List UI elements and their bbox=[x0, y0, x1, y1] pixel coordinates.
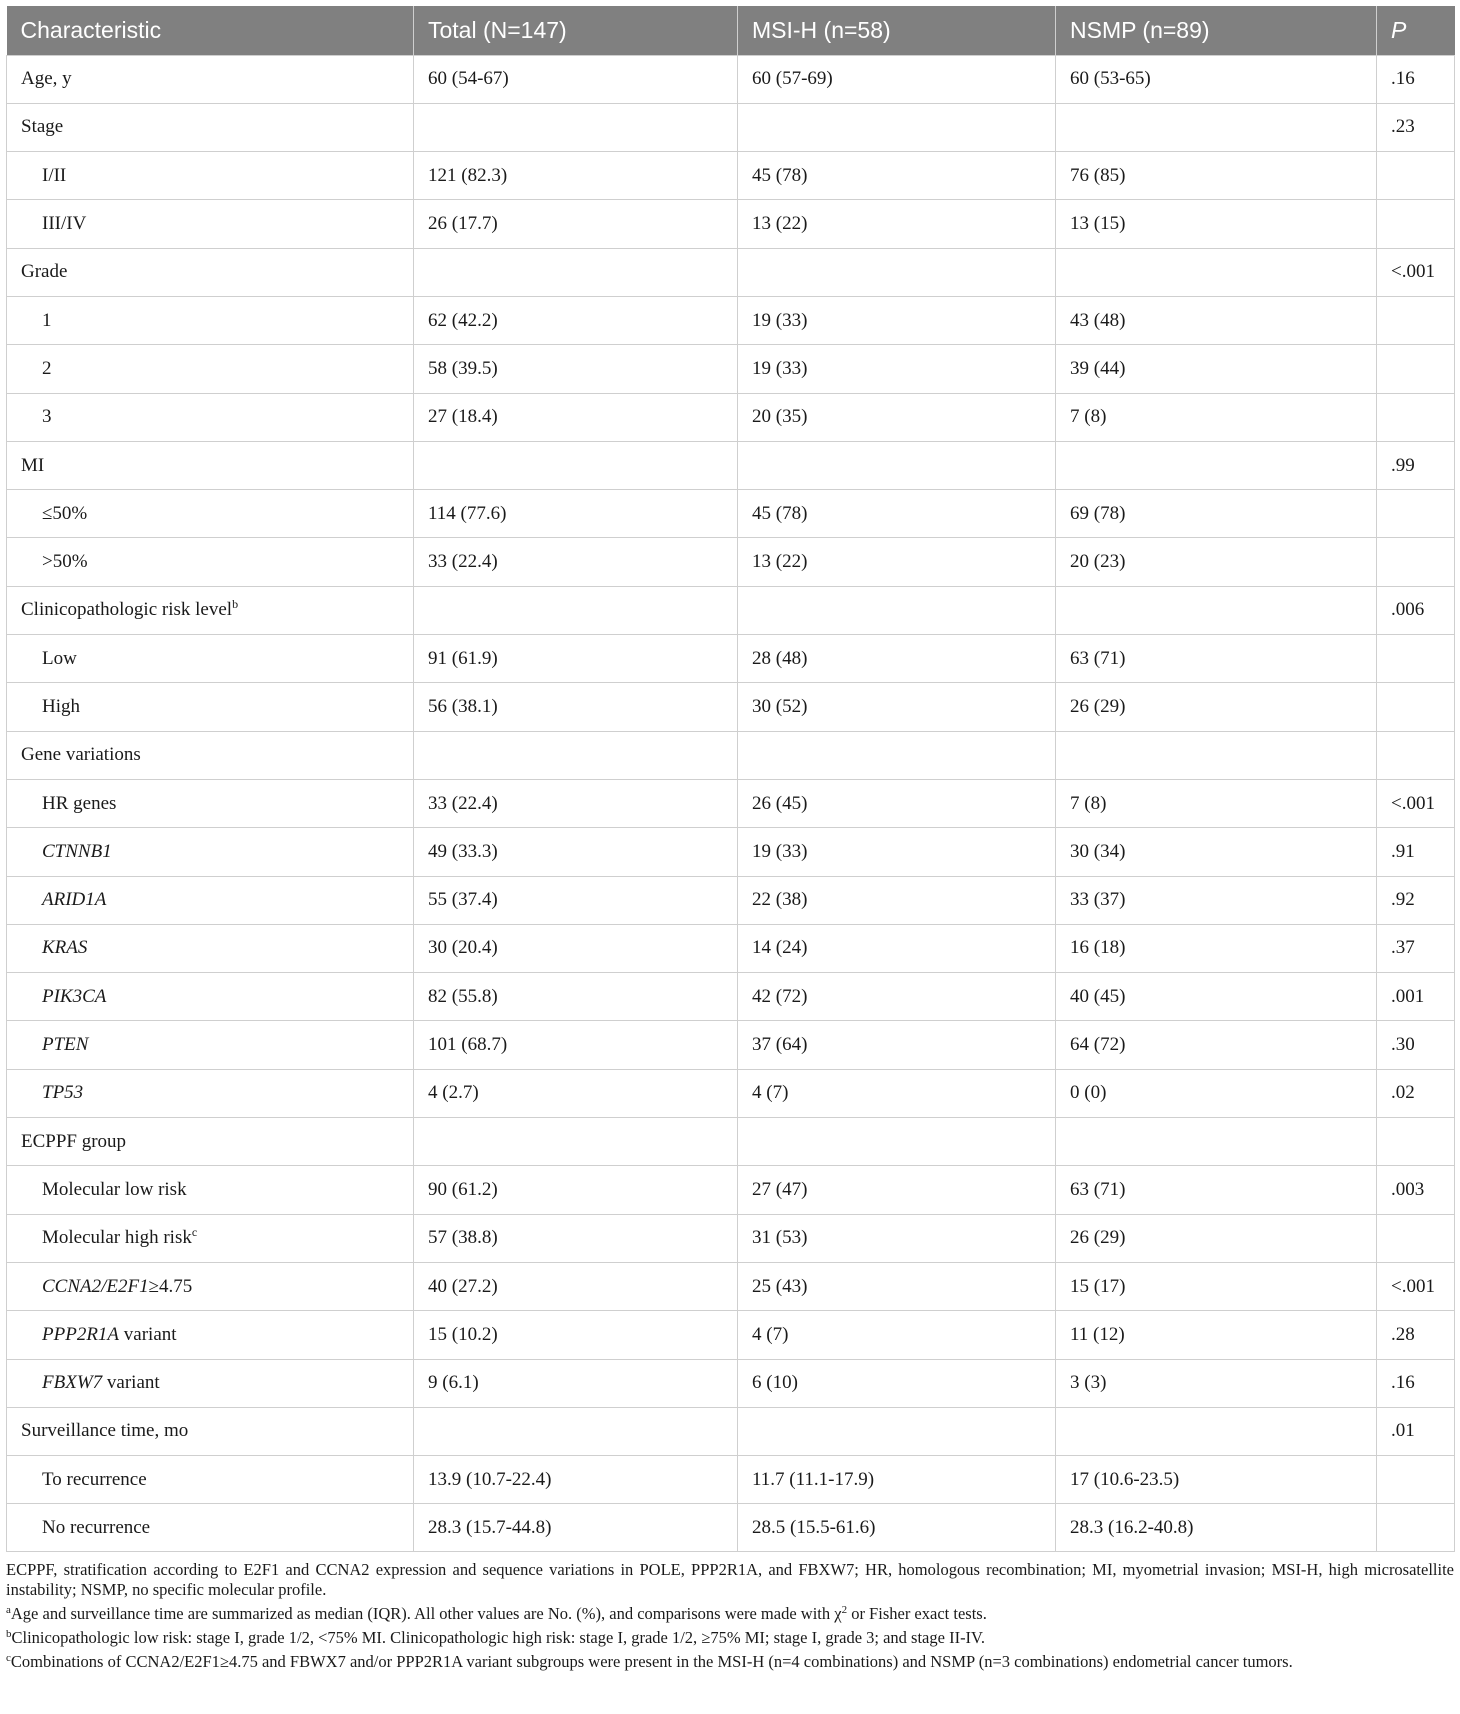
cell-msih: 26 (45) bbox=[738, 779, 1056, 827]
cell-msih bbox=[738, 1407, 1056, 1455]
table-row bbox=[7, 441, 1455, 489]
header-nsmp: NSMP (n=89) bbox=[1056, 6, 1377, 55]
cell-nsmp: 16 (18) bbox=[1056, 924, 1377, 972]
table-row bbox=[7, 876, 1455, 924]
cell-p bbox=[1377, 1214, 1455, 1262]
cell-nsmp bbox=[1056, 586, 1377, 634]
cell-p: .16 bbox=[1377, 1359, 1455, 1407]
cell-total: 55 (37.4) bbox=[414, 876, 738, 924]
row-label: High bbox=[7, 683, 414, 731]
cell-p: .23 bbox=[1377, 103, 1455, 151]
cell-nsmp bbox=[1056, 103, 1377, 151]
cell-p bbox=[1377, 538, 1455, 586]
cell-msih: 22 (38) bbox=[738, 876, 1056, 924]
cell-msih: 19 (33) bbox=[738, 345, 1056, 393]
cell-nsmp: 64 (72) bbox=[1056, 1021, 1377, 1069]
cell-msih: 13 (22) bbox=[738, 538, 1056, 586]
table-row bbox=[7, 586, 1455, 634]
cell-msih: 4 (7) bbox=[738, 1311, 1056, 1359]
cell-msih: 37 (64) bbox=[738, 1021, 1056, 1069]
table-row bbox=[7, 1504, 1455, 1552]
cell-p bbox=[1377, 635, 1455, 683]
cell-total: 58 (39.5) bbox=[414, 345, 738, 393]
cell-total: 15 (10.2) bbox=[414, 1311, 738, 1359]
cell-nsmp: 17 (10.6-23.5) bbox=[1056, 1456, 1377, 1504]
cell-nsmp: 7 (8) bbox=[1056, 779, 1377, 827]
cell-p: .003 bbox=[1377, 1166, 1455, 1214]
cell-total: 60 (54-67) bbox=[414, 55, 738, 103]
row-label: 3 bbox=[7, 393, 414, 441]
row-label: HR genes bbox=[7, 779, 414, 827]
cell-nsmp bbox=[1056, 248, 1377, 296]
row-label: No recurrence bbox=[7, 1504, 414, 1552]
cell-p: .30 bbox=[1377, 1021, 1455, 1069]
row-label bbox=[7, 1311, 414, 1359]
cell-p: .37 bbox=[1377, 924, 1455, 972]
cell-msih: 13 (22) bbox=[738, 200, 1056, 248]
cell-total bbox=[414, 1118, 738, 1166]
cell-p bbox=[1377, 393, 1455, 441]
cell-nsmp: 60 (53-65) bbox=[1056, 55, 1377, 103]
cell-p bbox=[1377, 1504, 1455, 1552]
cell-nsmp bbox=[1056, 731, 1377, 779]
cell-msih bbox=[738, 731, 1056, 779]
row-label bbox=[7, 1359, 414, 1407]
table-row bbox=[7, 924, 1455, 972]
row-label: ECPPF group bbox=[7, 1118, 414, 1166]
row-label: TP53 bbox=[7, 1069, 414, 1117]
row-label: MI bbox=[7, 441, 414, 489]
row-label: KRAS bbox=[7, 924, 414, 972]
cell-p: .02 bbox=[1377, 1069, 1455, 1117]
gene-name: FBXW7 bbox=[42, 1372, 103, 1394]
table-row bbox=[7, 345, 1455, 393]
footnote-marker: b bbox=[6, 1628, 12, 1640]
row-label-suffix: variant bbox=[102, 1372, 160, 1394]
cell-nsmp: 7 (8) bbox=[1056, 393, 1377, 441]
cell-msih: 4 (7) bbox=[738, 1069, 1056, 1117]
table-row bbox=[7, 635, 1455, 683]
table-footnotes bbox=[6, 1560, 1454, 1676]
cell-p bbox=[1377, 490, 1455, 538]
cell-total: 114 (77.6) bbox=[414, 490, 738, 538]
table-row bbox=[7, 296, 1455, 344]
cell-msih bbox=[738, 248, 1056, 296]
row-label: III/IV bbox=[7, 200, 414, 248]
cell-msih bbox=[738, 103, 1056, 151]
cell-p: .16 bbox=[1377, 55, 1455, 103]
table-row bbox=[7, 1456, 1455, 1504]
cell-total: 90 (61.2) bbox=[414, 1166, 738, 1214]
table-row bbox=[7, 152, 1455, 200]
cell-total: 30 (20.4) bbox=[414, 924, 738, 972]
footnote-marker: b bbox=[232, 597, 239, 612]
cell-p: <.001 bbox=[1377, 248, 1455, 296]
cell-total bbox=[414, 103, 738, 151]
cell-nsmp: 63 (71) bbox=[1056, 635, 1377, 683]
cell-msih: 19 (33) bbox=[738, 828, 1056, 876]
cell-nsmp: 20 (23) bbox=[1056, 538, 1377, 586]
cell-p bbox=[1377, 731, 1455, 779]
cell-msih: 31 (53) bbox=[738, 1214, 1056, 1262]
table-row bbox=[7, 1359, 1455, 1407]
cell-nsmp: 39 (44) bbox=[1056, 345, 1377, 393]
cell-p bbox=[1377, 1456, 1455, 1504]
row-label: Surveillance time, mo bbox=[7, 1407, 414, 1455]
footnote-marker: c bbox=[6, 1652, 11, 1664]
row-label-text: Clinicopathologic risk level bbox=[21, 599, 233, 621]
table-row bbox=[7, 1166, 1455, 1214]
cell-total: 91 (61.9) bbox=[414, 635, 738, 683]
table-row bbox=[7, 683, 1455, 731]
cell-p: .92 bbox=[1377, 876, 1455, 924]
cell-total bbox=[414, 731, 738, 779]
cell-msih: 42 (72) bbox=[738, 973, 1056, 1021]
cell-total: 33 (22.4) bbox=[414, 538, 738, 586]
cell-total: 40 (27.2) bbox=[414, 1262, 738, 1310]
cell-p: .99 bbox=[1377, 441, 1455, 489]
cell-p: <.001 bbox=[1377, 779, 1455, 827]
table-row bbox=[7, 828, 1455, 876]
cell-p: <.001 bbox=[1377, 1262, 1455, 1310]
row-label: To recurrence bbox=[7, 1456, 414, 1504]
cell-nsmp: 13 (15) bbox=[1056, 200, 1377, 248]
cell-total: 62 (42.2) bbox=[414, 296, 738, 344]
table-row bbox=[7, 731, 1455, 779]
cell-nsmp: 26 (29) bbox=[1056, 683, 1377, 731]
cell-msih: 28 (48) bbox=[738, 635, 1056, 683]
cell-msih bbox=[738, 586, 1056, 634]
cell-total: 82 (55.8) bbox=[414, 973, 738, 1021]
row-label-suffix: ≥4.75 bbox=[148, 1275, 193, 1297]
cell-total bbox=[414, 586, 738, 634]
cell-msih: 25 (43) bbox=[738, 1262, 1056, 1310]
table-row bbox=[7, 1214, 1455, 1262]
cell-p: .91 bbox=[1377, 828, 1455, 876]
table-row bbox=[7, 1262, 1455, 1310]
footnote-text: Age and surveillance time are summarized as median (IQR). All other values are No. (%), and comparisons were made with χ bbox=[10, 1604, 842, 1623]
row-label: 1 bbox=[7, 296, 414, 344]
cell-p bbox=[1377, 296, 1455, 344]
row-label bbox=[7, 586, 414, 634]
table-container bbox=[6, 6, 1454, 1552]
row-label: PTEN bbox=[7, 1021, 414, 1069]
cell-msih: 19 (33) bbox=[738, 296, 1056, 344]
cell-nsmp: 11 (12) bbox=[1056, 1311, 1377, 1359]
row-label: Age, y bbox=[7, 55, 414, 103]
cell-total: 28.3 (15.7-44.8) bbox=[414, 1504, 738, 1552]
footnote-text: Clinicopathologic low risk: stage I, grade 1/2, <75% MI. Clinicopathologic high risk: stage I, grade 1/2, ≥75% MI; stage I, grade 3; and stage II-IV. bbox=[11, 1628, 985, 1647]
cell-msih: 14 (24) bbox=[738, 924, 1056, 972]
header-msih: MSI-H (n=58) bbox=[738, 6, 1056, 55]
table-row bbox=[7, 490, 1455, 538]
cell-msih: 27 (47) bbox=[738, 1166, 1056, 1214]
cell-p bbox=[1377, 200, 1455, 248]
footnote-b bbox=[6, 1628, 1454, 1648]
row-label: Gene variations bbox=[7, 731, 414, 779]
superscript: 2 bbox=[841, 1604, 848, 1616]
table-row bbox=[7, 200, 1455, 248]
cell-total: 13.9 (10.7-22.4) bbox=[414, 1456, 738, 1504]
cell-nsmp: 43 (48) bbox=[1056, 296, 1377, 344]
cell-nsmp: 28.3 (16.2-40.8) bbox=[1056, 1504, 1377, 1552]
cell-nsmp bbox=[1056, 1407, 1377, 1455]
cell-nsmp: 30 (34) bbox=[1056, 828, 1377, 876]
footnote-marker: c bbox=[191, 1225, 198, 1240]
table-row bbox=[7, 1118, 1455, 1166]
cell-p: .006 bbox=[1377, 586, 1455, 634]
gene-name: CCNA2/E2F1 bbox=[42, 1275, 149, 1297]
cell-total: 26 (17.7) bbox=[414, 200, 738, 248]
cell-total: 57 (38.8) bbox=[414, 1214, 738, 1262]
row-label: 2 bbox=[7, 345, 414, 393]
row-label: ≤50% bbox=[7, 490, 414, 538]
row-label: PIK3CA bbox=[7, 973, 414, 1021]
cell-nsmp: 3 (3) bbox=[1056, 1359, 1377, 1407]
row-label bbox=[7, 1214, 414, 1262]
row-label: Stage bbox=[7, 103, 414, 151]
table-row bbox=[7, 1407, 1455, 1455]
table-row bbox=[7, 779, 1455, 827]
cell-msih: 45 (78) bbox=[738, 152, 1056, 200]
cell-total bbox=[414, 1407, 738, 1455]
characteristics-table bbox=[6, 6, 1455, 1552]
cell-total bbox=[414, 248, 738, 296]
cell-total: 121 (82.3) bbox=[414, 152, 738, 200]
row-label: Low bbox=[7, 635, 414, 683]
row-label-text: Molecular high risk bbox=[42, 1227, 192, 1249]
row-label: Grade bbox=[7, 248, 414, 296]
cell-msih: 45 (78) bbox=[738, 490, 1056, 538]
cell-total: 101 (68.7) bbox=[414, 1021, 738, 1069]
cell-msih: 11.7 (11.1-17.9) bbox=[738, 1456, 1056, 1504]
row-label: CTNNB1 bbox=[7, 828, 414, 876]
cell-nsmp: 0 (0) bbox=[1056, 1069, 1377, 1117]
cell-nsmp: 76 (85) bbox=[1056, 152, 1377, 200]
cell-p: .001 bbox=[1377, 973, 1455, 1021]
footnote-a bbox=[6, 1604, 1454, 1624]
cell-msih: 30 (52) bbox=[738, 683, 1056, 731]
cell-total: 33 (22.4) bbox=[414, 779, 738, 827]
footnote-marker: a bbox=[6, 1604, 11, 1616]
cell-p bbox=[1377, 1118, 1455, 1166]
cell-total bbox=[414, 441, 738, 489]
table-row bbox=[7, 1311, 1455, 1359]
row-label: ARID1A bbox=[7, 876, 414, 924]
cell-nsmp: 33 (37) bbox=[1056, 876, 1377, 924]
cell-msih bbox=[738, 441, 1056, 489]
cell-nsmp: 26 (29) bbox=[1056, 1214, 1377, 1262]
cell-total: 56 (38.1) bbox=[414, 683, 738, 731]
cell-p: .28 bbox=[1377, 1311, 1455, 1359]
abbreviations-note: ECPPF, stratification according to E2F1 and CCNA2 expression and sequence variations in POLE, PPP2R1A, and FBXW7; HR, homologous recombination; MI, myometrial invasion; MSI-H, high microsatellite instability; NSMP, no specific molecular profile. bbox=[6, 1560, 1454, 1599]
header-row bbox=[7, 6, 1455, 55]
row-label: I/II bbox=[7, 152, 414, 200]
table-row bbox=[7, 393, 1455, 441]
row-label: Molecular low risk bbox=[7, 1166, 414, 1214]
cell-p bbox=[1377, 683, 1455, 731]
gene-name: PPP2R1A bbox=[42, 1323, 120, 1345]
row-label-suffix: variant bbox=[119, 1323, 177, 1345]
cell-total: 49 (33.3) bbox=[414, 828, 738, 876]
table-row bbox=[7, 1021, 1455, 1069]
cell-nsmp bbox=[1056, 1118, 1377, 1166]
table-row bbox=[7, 103, 1455, 151]
cell-msih: 28.5 (15.5-61.6) bbox=[738, 1504, 1056, 1552]
cell-nsmp: 15 (17) bbox=[1056, 1262, 1377, 1310]
table-row bbox=[7, 55, 1455, 103]
row-label: >50% bbox=[7, 538, 414, 586]
cell-nsmp: 69 (78) bbox=[1056, 490, 1377, 538]
cell-nsmp: 40 (45) bbox=[1056, 973, 1377, 1021]
cell-msih: 20 (35) bbox=[738, 393, 1056, 441]
table-row bbox=[7, 1069, 1455, 1117]
cell-msih: 60 (57-69) bbox=[738, 55, 1056, 103]
row-label bbox=[7, 1262, 414, 1310]
header-total: Total (N=147) bbox=[414, 6, 738, 55]
footnote-c bbox=[6, 1652, 1454, 1672]
cell-msih bbox=[738, 1118, 1056, 1166]
footnote-text: Combinations of CCNA2/E2F1≥4.75 and FBWX7 and/or PPP2R1A variant subgroups were present in the MSI-H (n=4 combinations) and NSMP (n=3 combinations) endometrial cancer tumors. bbox=[10, 1652, 1293, 1671]
cell-total: 9 (6.1) bbox=[414, 1359, 738, 1407]
cell-nsmp bbox=[1056, 441, 1377, 489]
cell-total: 4 (2.7) bbox=[414, 1069, 738, 1117]
table-row bbox=[7, 973, 1455, 1021]
cell-total: 27 (18.4) bbox=[414, 393, 738, 441]
header-p-value: P bbox=[1377, 6, 1455, 55]
header-characteristic: Characteristic bbox=[7, 6, 414, 55]
cell-nsmp: 63 (71) bbox=[1056, 1166, 1377, 1214]
table-row bbox=[7, 538, 1455, 586]
cell-p bbox=[1377, 152, 1455, 200]
cell-p: .01 bbox=[1377, 1407, 1455, 1455]
table-row bbox=[7, 248, 1455, 296]
cell-p bbox=[1377, 345, 1455, 393]
cell-msih: 6 (10) bbox=[738, 1359, 1056, 1407]
footnote-text: or Fisher exact tests. bbox=[847, 1604, 987, 1623]
